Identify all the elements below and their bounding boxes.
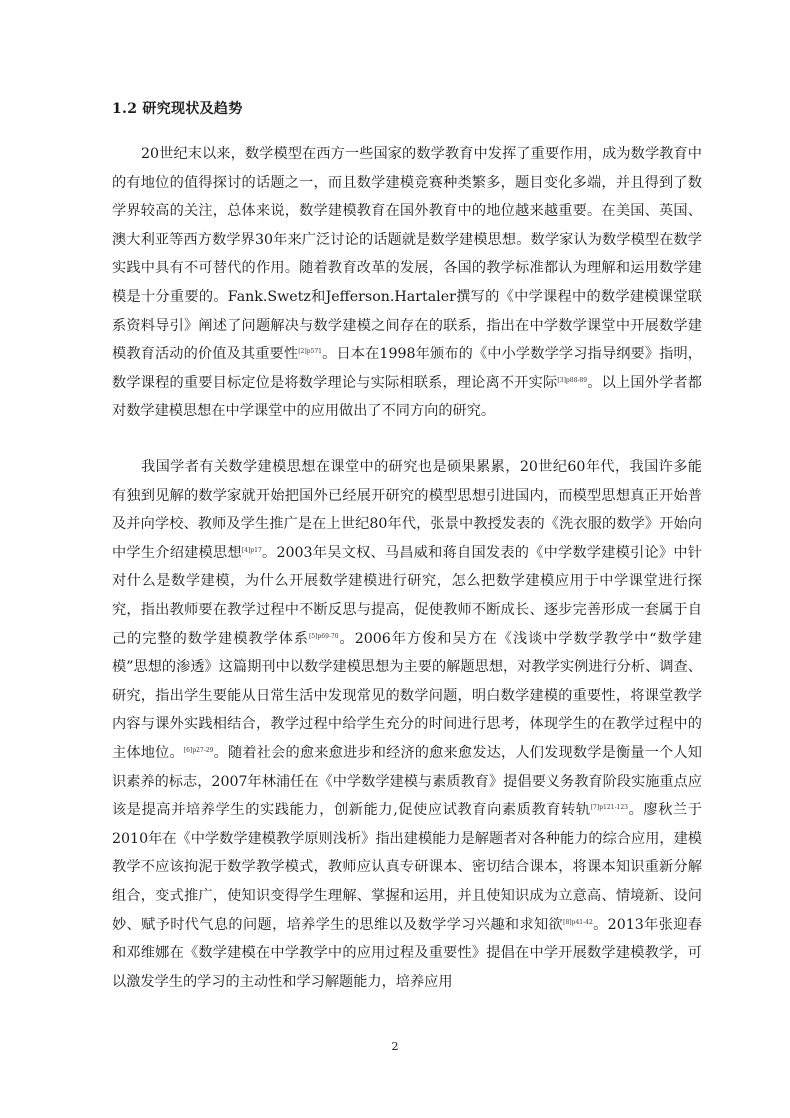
paragraph-1-text-2: 。日本在1998年颁布的《中小学数学学习指导纲要》指明，数学课程的重要目标定位是将数学理论与实际相联系，理论离不开实际 <box>112 346 702 391</box>
paragraph-2-text-6: 。2013年张迎春和邓维娜在《数学建模在中学教学中的应用过程及重要性》提倡在中学开展数学建模教学，可以激发学生的学习的主动性和学习解题能力，培养应用 <box>112 916 702 990</box>
citation-ref-2: [2]p571 <box>298 348 322 356</box>
citation-ref-3: [3]p88-89 <box>557 376 588 384</box>
paragraph-foreign-research <box>112 140 702 426</box>
paragraph-1-text-1: 20世纪末以来，数学模型在西方一些国家的数学教育中发挥了重要作用，成为数学教育中的有地位的值得探讨的话题之一，而且数学建模竞赛种类繁多，题目变化多端，并且得到了数学界较高的关注，总体来说，数学建模教育在国外教育中的地位越来越重要。在美国、英国、澳大利亚等西方数学界30年来广泛讨论的话题就是数学建模思想。数学家认为数学模型在数学实践中具有不可替代的作用。随着教育改革的发展，各国的教学标准都认为理解和运用数学建模是十分重要的。Fank.Swetz和Jefferson.Hartaler撰写的《中学课程中的数学建模课堂联系资料导引》阐述了问题解决与数学建模之间存在的联系，指出在中学数学课堂中开展数学建模教育活动的价值及其重要性 <box>112 146 702 363</box>
citation-ref-5: [5]p69-70 <box>308 632 339 640</box>
paragraph-2-text-4: 。随着社会的愈来愈进步和经济的愈来愈发达，人们发现数学是衡量一个人知识素养的标志，2007年林浦任在《中学数学建模与素质教育》提倡要义务教育阶段实施重点应该是提高并培养学生的实践能力，创新能力,促使应试教育向素质教育转轨 <box>112 744 702 819</box>
section-heading: 1.2 研究现状及趋势 <box>112 101 243 117</box>
citation-ref-6: [6]p27-29 <box>183 746 214 754</box>
citation-ref-7: [7]p121-123 <box>590 804 628 812</box>
paragraph-2-text-3: 。2006年方俊和吴方在《浅谈中学数学教学中“数学建模”思想的渗透》这篇期刊中以数学建模思想为主要的解题思想，对教学实例进行分析、调查、研究，指出学生要能从日常生活中发现常见的数学问题，明白数学建模的重要性，将课堂教学内容与课外实践相结合，教学过程中给学生充分的时间进行思考，体现学生的在教学过程中的主体地位。 <box>112 630 702 761</box>
paragraph-1-text-3: 。以上国外学者都对数学建模思想在中学课堂中的应用做出了不同方向的研究。 <box>112 374 702 420</box>
paragraph-domestic-research <box>112 453 702 996</box>
paragraph-2-text-2: 。2003年吴文权、马昌威和蒋自国发表的《中学数学建模引论》中针对什么是数学建模，为什么开展数学建模进行研究，怎么把数学建模应用于中学课堂进行探究，指出教师要在教学过程中不断反思与提高，促使教师不断成长、逐步完善形成一套属于自己的完整的数学建模教学体系 <box>112 544 702 647</box>
page-number: 2 <box>391 1040 399 1053</box>
citation-ref-4: [4]p17 <box>241 546 262 554</box>
citation-ref-8: [8]p41-42 <box>563 918 593 926</box>
paragraph-2-text-1: 我国学者有关数学建模思想在课堂中的研究也是硕果累累，20世纪60年代，我国许多能有独到见解的数学家就开始把国外已经展开研究的模型思想引进国内，而模型思想真正开始普及并向学校、教师及学生推广是在上世纪80年代，张景中教授发表的《洗衣服的数学》开始向中学生介绍建模思想 <box>112 459 702 561</box>
paragraph-2-text-5: 。廖秋兰于2010年在《中学数学建模教学原则浅析》指出建模能力是解题者对各种能力的综合应用，建模教学不应该拘泥于数学教学模式，教师应认真专研课本、密切结合课本，将课本知识重新分解组合，变式推广，使知识变得学生理解、掌握和运用，并且使知识成为立意高、情境新、设问妙、赋予时代气息的问题，培养学生的思维以及数学学习兴趣和求知欲 <box>112 802 702 933</box>
